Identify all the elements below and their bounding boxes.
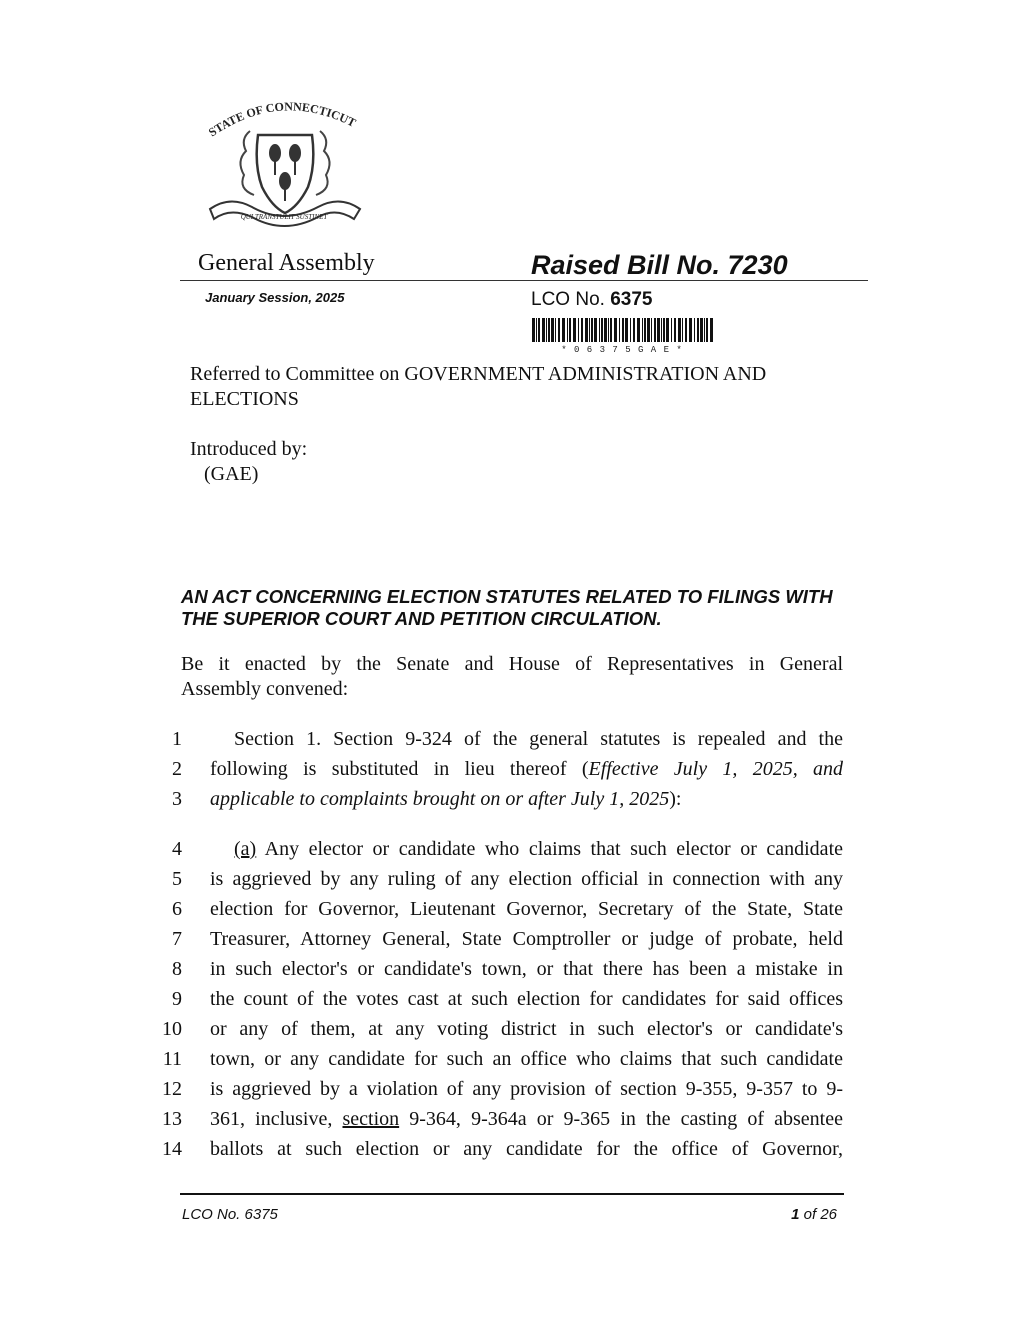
barcode-bar bbox=[651, 318, 652, 342]
barcode-bar bbox=[546, 318, 547, 342]
statute-text: 9-364, 9-364a or 9-365 in the casting of absentee bbox=[399, 1108, 843, 1130]
lco-number-header bbox=[531, 289, 652, 311]
barcode-bar bbox=[685, 318, 687, 342]
barcode-bar bbox=[700, 318, 703, 342]
barcode-bar bbox=[671, 318, 672, 342]
statute-text: 361, inclusive, bbox=[210, 1108, 343, 1130]
current-page: 1 bbox=[791, 1206, 800, 1223]
act-title: AN ACT CONCERNING ELECTION STATUTES RELATED TO FILINGS WITH THE SUPERIOR COURT AND PETITION CIRCULATION. bbox=[181, 586, 833, 629]
line-number: 10 bbox=[162, 1018, 182, 1040]
statute-text: ): bbox=[669, 788, 682, 810]
introduced-label: Introduced by: bbox=[190, 438, 308, 460]
line-number: 2 bbox=[172, 758, 182, 780]
line-number: 8 bbox=[172, 958, 182, 980]
line-number: 9 bbox=[172, 988, 182, 1010]
barcode-bar bbox=[706, 318, 708, 342]
lco-value: 6375 bbox=[610, 289, 653, 310]
footer-lco: LCO No. 6375 bbox=[182, 1206, 278, 1223]
barcode-bar bbox=[601, 318, 603, 342]
statute-line bbox=[210, 758, 843, 781]
barcode-bar bbox=[608, 318, 609, 342]
barcode-bar bbox=[604, 318, 607, 342]
barcode-bar bbox=[591, 318, 593, 342]
statute-line: election for Governor, Lieutenant Governor, Secretary of the State, State bbox=[210, 898, 843, 920]
barcode-bar bbox=[654, 318, 656, 342]
line-number: 3 bbox=[172, 788, 182, 810]
general-assembly-label: General Assembly bbox=[198, 250, 375, 276]
barcode-bar bbox=[697, 318, 699, 342]
barcode-caption: * 0 6 3 7 5 G A E * bbox=[561, 345, 683, 354]
barcode-bar bbox=[663, 318, 665, 342]
page-number bbox=[700, 1206, 837, 1223]
barcode-bar bbox=[674, 318, 676, 342]
barcode-bar bbox=[625, 318, 628, 342]
statute-line: ballots at such election or any candidate for the office of Governor, bbox=[210, 1138, 843, 1160]
statute-text: following is substituted in lieu thereof ( bbox=[210, 758, 589, 780]
barcode-bar bbox=[594, 318, 597, 342]
barcode-bar bbox=[637, 318, 640, 342]
statute-text: Any elector or candidate who claims that such elector or candidate bbox=[256, 838, 843, 860]
barcode-bar bbox=[569, 318, 571, 342]
barcode-bar bbox=[633, 318, 635, 342]
statute-line: is aggrieved by any ruling of any election official in connection with any bbox=[210, 868, 843, 890]
effective-date-text: applicable to complaints brought on or after July 1, 2025 bbox=[210, 788, 670, 810]
barcode-bar bbox=[585, 318, 588, 342]
barcode-bar bbox=[682, 318, 683, 342]
line-number: 5 bbox=[172, 868, 182, 890]
barcode-bar bbox=[548, 318, 550, 342]
barcode-bar bbox=[704, 318, 705, 342]
barcode-icon bbox=[531, 318, 713, 354]
barcode-bar bbox=[678, 318, 681, 342]
barcode-bar bbox=[666, 318, 669, 342]
enacting-line-1: Be it enacted by the Senate and House of Representatives in General bbox=[181, 653, 843, 675]
barcode-bar bbox=[578, 318, 579, 342]
line-number: 4 bbox=[172, 838, 182, 860]
statute-line: Section 1. Section 9-324 of the general statutes is repealed and the bbox=[234, 728, 843, 750]
barcode-bar bbox=[610, 318, 612, 342]
statute-line: the count of the votes cast at such election for candidates for said offices bbox=[210, 988, 843, 1010]
barcode-bar bbox=[538, 318, 540, 342]
barcode-bar bbox=[694, 318, 695, 342]
line-number: 6 bbox=[172, 898, 182, 920]
barcode-bar bbox=[689, 318, 692, 342]
barcode-bar bbox=[555, 318, 556, 342]
bill-number: Raised Bill No. 7230 bbox=[531, 250, 788, 280]
statute-line bbox=[234, 838, 843, 861]
sponsor: (GAE) bbox=[204, 463, 259, 485]
statute-line: town, or any candidate for such an office who claims that such candidate bbox=[210, 1048, 843, 1070]
seal-text: STATE OF CONNECTICUT bbox=[205, 99, 359, 140]
barcode-bar bbox=[619, 318, 620, 342]
state-seal-icon bbox=[200, 95, 368, 235]
barcode-bar bbox=[614, 318, 617, 342]
committee-referral: Referred to Committee on GOVERNMENT ADMINISTRATION AND ELECTIONS bbox=[190, 363, 767, 410]
line-number: 1 bbox=[172, 728, 182, 750]
effective-date-text: Effective July 1, 2025, and bbox=[588, 758, 844, 780]
statute-line bbox=[210, 1108, 843, 1131]
line-number: 13 bbox=[162, 1108, 182, 1130]
line-number: 11 bbox=[162, 1048, 182, 1070]
svg-text:STATE OF CONNECTICUT bbox=[206, 99, 358, 139]
session-label: January Session, 2025 bbox=[205, 290, 345, 305]
barcode-bar bbox=[589, 318, 590, 342]
barcode-bar bbox=[622, 318, 624, 342]
barcode-bar bbox=[581, 318, 583, 342]
footer-divider bbox=[180, 1193, 844, 1195]
lco-prefix: LCO No. bbox=[531, 289, 611, 310]
statute-line: or any of them, at any voting district in such elector's or candidate's bbox=[210, 1018, 843, 1040]
barcode-bar bbox=[532, 318, 535, 342]
statute-line bbox=[210, 788, 843, 811]
statute-line: in such elector's or candidate's town, or that there has been a mistake in bbox=[210, 958, 843, 980]
barcode-bar bbox=[642, 318, 643, 342]
introduced-by bbox=[190, 437, 307, 487]
barcode-bar bbox=[562, 318, 565, 342]
barcode-bar bbox=[536, 318, 537, 342]
line-number: 12 bbox=[162, 1078, 182, 1100]
statute-line: is aggrieved by a violation of any provision of section 9-355, 9-357 to 9- bbox=[210, 1078, 843, 1100]
enacting-line-2: Assembly convened: bbox=[181, 678, 349, 700]
barcode-bar bbox=[657, 318, 660, 342]
line-number: 14 bbox=[162, 1138, 182, 1160]
barcode-bar bbox=[567, 318, 568, 342]
inserted-text: (a) bbox=[234, 838, 257, 860]
line-number: 7 bbox=[172, 928, 182, 950]
barcode-bar bbox=[630, 318, 631, 342]
barcode-bar bbox=[661, 318, 662, 342]
barcode-bar bbox=[710, 318, 713, 342]
barcode-bar bbox=[573, 318, 576, 342]
seal-motto: QUI TRANSTULIT SUSTINET bbox=[240, 213, 328, 221]
barcode-bar bbox=[558, 318, 560, 342]
barcode-bar bbox=[647, 318, 650, 342]
barcode-bar bbox=[644, 318, 646, 342]
header-divider bbox=[180, 280, 868, 281]
barcode-bar bbox=[542, 318, 545, 342]
barcode-bar bbox=[551, 318, 554, 342]
enacting-clause bbox=[181, 652, 843, 702]
inserted-text: section bbox=[342, 1108, 400, 1130]
barcode-bar bbox=[599, 318, 600, 342]
statute-line: Treasurer, Attorney General, State Comptroller or judge of probate, held bbox=[210, 928, 843, 950]
page-total: of 26 bbox=[799, 1206, 837, 1223]
